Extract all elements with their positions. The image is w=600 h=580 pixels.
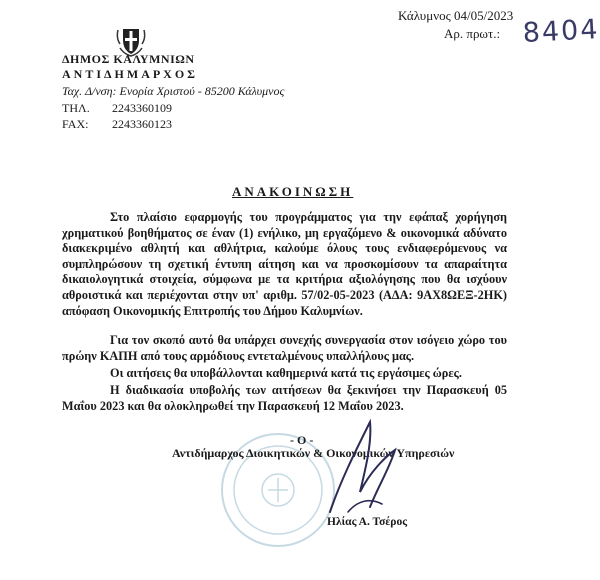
address: Ταχ. Δ/νση: Ενορία Χριστού - 85200 Κάλυμνος (62, 84, 285, 98)
phone-line (62, 101, 172, 116)
handwritten-signature (300, 412, 430, 522)
phone-label: ΤΗΛ. (62, 101, 90, 115)
signature-separator: - Ο - (290, 433, 314, 447)
notice-heading: ΑΝΑΚΟΙΝΩΣΗ (232, 184, 354, 199)
municipality-name: ΔΗΜΟΣ ΚΑΛΥΜΝΙΩΝ (62, 52, 195, 66)
protocol-number-handwritten: 8404 (522, 13, 600, 49)
fax-line (62, 117, 172, 132)
signatory-name: Ηλίας Α. Τσέρος (327, 516, 408, 528)
protocol-label: Αρ. πρωτ.: (444, 26, 501, 41)
signatory-title: Αντιδήμαρχος Διοικητικών & Οικονομικών Υπηρεσιών (172, 446, 455, 460)
notice-paragraph-3: Οι αιτήσεις θα υποβάλλονται καθημερινά κατά τις εργάσιμες ώρες. (110, 366, 462, 380)
notice-paragraph-4: Η διαδικασία υποβολής των αιτήσεων θα ξεκινήσει την Παρασκευή 05 Μαΐου 2023 και θα ολοκληρωθεί την Παρασκευή 12 Μαΐου 2023. (62, 383, 507, 413)
place-date: Κάλυμνος 04/05/2023 (398, 8, 514, 23)
notice-paragraph-2: Για τον σκοπό αυτό θα υπάρχει συνεχής συνεργασία στον ισόγειο χώρο του πρώην ΚΑΠΗ από τους αρμόδιους εντεταλμένους υπαλλήλους μας. (62, 333, 507, 363)
phone-number: 2243360109 (112, 101, 172, 115)
fax-label: FAX: (62, 117, 89, 131)
office-title: ΑΝΤΙΔΗΜΑΡΧΟΣ (62, 67, 199, 81)
fax-number: 2243360123 (112, 117, 172, 131)
notice-paragraph-1: Στο πλαίσιο εφαρμογής του προγράμματος για την εφάπαξ χορήγηση χρηματικού βοηθήματος σε έναν (1) ενήλικο, μη εργαζόμενο & οικονομικά αδύνατο διακεκριμένο αθλητή και αθλήτρια, καλούμε όλους τους ενδιαφερόμενους να συμπληρώσουν τη σχετική έντυπη αίτηση και να προσκομίσουν τα απαραίτητα δικαιολογητικά στοιχεία, σύμφωνα με τα κριτήρια αξιολόγησης που θα ισχύουν αθροιστικά και περιέχονται στην υπ' αριθμ. 57/02-05-2023 (ΑΔΑ: 9ΑΧ8ΩΕΞ-2ΗΚ) απόφαση Οικονομικής Επιτροπής του Δήμου Καλυμνίων. (62, 210, 507, 318)
